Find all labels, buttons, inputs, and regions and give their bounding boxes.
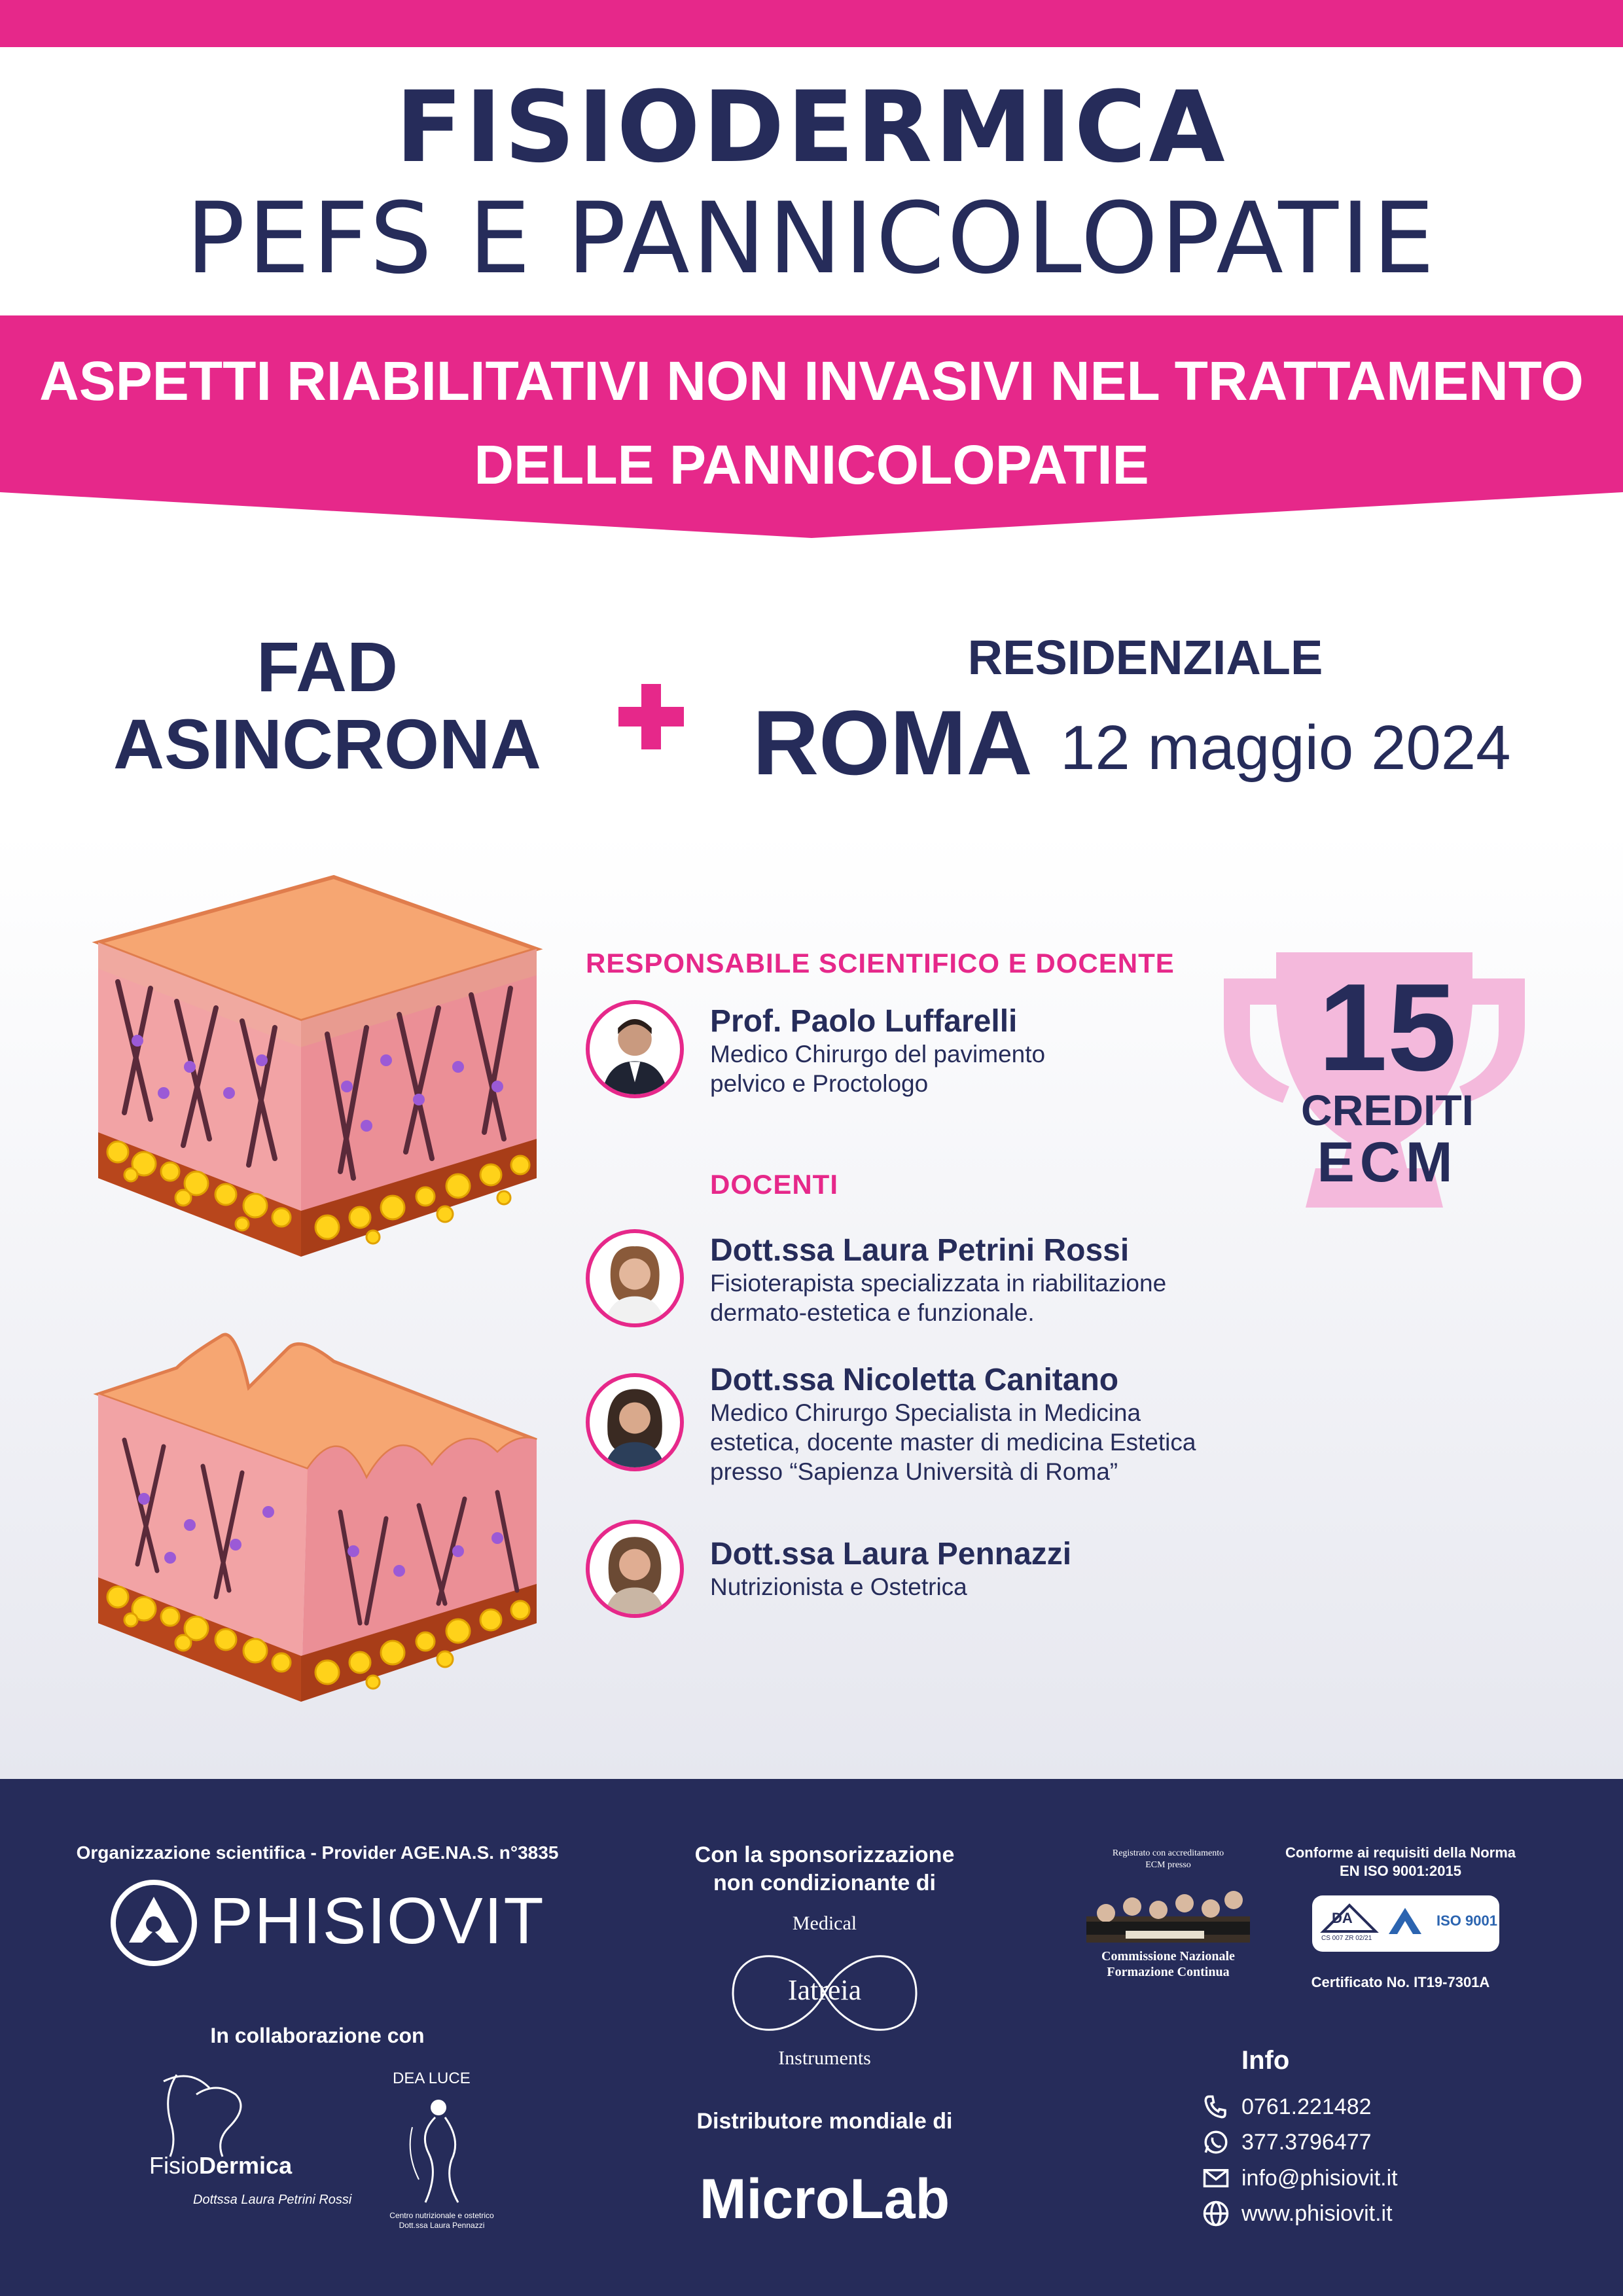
teacher-desc-line3: presso “Sapienza Università di Roma” — [710, 1458, 1118, 1485]
fisiodermica-logo-bold: Dermica — [199, 2152, 293, 2179]
cnfc-line1: Commissione Nazionale — [1101, 1949, 1235, 1964]
person-photo-icon — [590, 1233, 680, 1323]
responsible-name: Prof. Paolo Luffarelli — [710, 1004, 1018, 1039]
responsible-desc-line1: Medico Chirurgo del pavimento — [710, 1041, 1046, 1067]
residential-label: RESIDENZIALE — [967, 630, 1323, 685]
ecm-label: ECM — [1317, 1131, 1458, 1194]
email-icon — [1202, 2164, 1230, 2192]
fisiodermica-logo — [149, 2152, 292, 2179]
accredia-logo-icon — [1385, 1905, 1425, 1937]
teacher-desc-line1: Nutrizionista e Ostetrica — [710, 1573, 967, 1600]
avatar-luffarelli — [586, 1000, 684, 1098]
whatsapp-number[interactable]: 377.3796477 — [1241, 2130, 1372, 2155]
asincrona-label: ASINCRONA — [113, 704, 541, 783]
teacher-desc-line2: dermato-estetica e funzionale. — [710, 1299, 1035, 1326]
subtitle-line2: DELLE PANNICOLOPATIE — [474, 434, 1149, 495]
subtitle-line1: ASPETTI RIABILITATIVI NON INVASIVI NEL TRATTAMENTO — [39, 350, 1584, 412]
phone-number[interactable]: 0761.221482 — [1241, 2094, 1372, 2119]
healthy-skin-illustration — [92, 870, 550, 1263]
cnfc-painting-icon — [1086, 1877, 1250, 1943]
sponsor-line2: non condizionante di — [713, 1871, 936, 1895]
teacher-name: Dott.ssa Nicoletta Canitano — [710, 1363, 1119, 1397]
fad-label: FAD — [257, 627, 398, 706]
plus-icon — [615, 681, 687, 753]
fisiodermica-logo-light: Fisio — [149, 2152, 200, 2179]
responsible-section-label: RESPONSABILE SCIENTIFICO E DOCENTE — [586, 948, 1175, 978]
info-title: Info — [1241, 2046, 1290, 2075]
globe-icon — [1202, 2200, 1230, 2227]
iso-line1: Conforme ai requisiti della Norma — [1285, 1844, 1516, 1861]
teacher-desc-line1: Medico Chirurgo Specialista in Medicina — [710, 1399, 1141, 1426]
iatreia-bottom: Instruments — [778, 2047, 871, 2069]
iso-da-text: DA — [1332, 1910, 1353, 1926]
person-photo-icon — [590, 1524, 680, 1614]
website-link[interactable]: www.phisiovit.it — [1241, 2201, 1393, 2226]
avatar-petrini-rossi — [586, 1229, 684, 1327]
dealuce-caption1: Centro nutrizionale e ostetrico — [389, 2211, 494, 2220]
organization-label: Organizzazione scientifica - Provider AGE.NA.S. n°3835 — [76, 1842, 559, 1863]
iso-line2: EN ISO 9001:2015 — [1340, 1863, 1461, 1879]
dealuce-logo-text: DEA LUCE — [393, 2070, 471, 2087]
teacher-name: Dott.ssa Laura Petrini Rossi — [710, 1233, 1130, 1268]
event-date: 12 maggio 2024 — [1060, 713, 1511, 783]
teacher-desc-line1: Fisioterapista specializzata in riabilitazione — [710, 1270, 1167, 1297]
ecm-registered-line1: Registrato con accreditamento — [1112, 1848, 1224, 1858]
ecm-registered-line2: ECM presso — [1145, 1860, 1191, 1870]
fisiodermica-signature: Dottssa Laura Petrini Rossi — [193, 2193, 352, 2207]
fisiodermica-figure-icon — [151, 2068, 268, 2160]
distributor-label: Distributore mondiale di — [696, 2109, 953, 2134]
whatsapp-icon — [1202, 2128, 1230, 2156]
responsible-desc-line2: pelvico e Proctologo — [710, 1070, 929, 1097]
phisiovit-logo-icon — [108, 1877, 200, 1969]
avatar-canitano — [586, 1373, 684, 1471]
iso-badge — [1312, 1895, 1499, 1952]
email-link[interactable]: info@phisiovit.it — [1241, 2166, 1398, 2191]
main-title: FISIODERMICA — [395, 71, 1228, 185]
phone-icon — [1202, 2093, 1230, 2121]
avatar-pennazzi — [586, 1520, 684, 1618]
teacher-name: Dott.ssa Laura Pennazzi — [710, 1537, 1072, 1571]
person-photo-icon — [590, 1004, 680, 1094]
microlab-logo: MicroLab — [699, 2168, 950, 2231]
collaboration-label: In collaborazione con — [210, 2024, 425, 2047]
iso-small-text: CS 007 ZR 02/21 — [1321, 1935, 1372, 1942]
cellulite-skin-illustration — [92, 1316, 550, 1708]
teachers-section-label: DOCENTI — [710, 1169, 838, 1200]
main-title-line2: PEFS E PANNICOLOPATIE — [186, 182, 1437, 296]
phisiovit-logo-text: PHISIOVIT — [209, 1884, 545, 1958]
person-photo-icon — [590, 1377, 680, 1467]
dealuce-caption2: Dott.ssa Laura Pennazzi — [399, 2221, 485, 2230]
iso-9001-text: ISO 9001 — [1436, 1912, 1497, 1929]
dealuce-figure-icon — [399, 2088, 484, 2206]
ecm-credits-number: 15 — [1318, 958, 1457, 1097]
city-label: ROMA — [753, 691, 1033, 794]
iatreia-top: Medical — [792, 1912, 857, 1934]
sponsor-line1: Con la sponsorizzazione — [694, 1842, 955, 1867]
cnfc-line2: Formazione Continua — [1107, 1965, 1230, 1979]
ecm-crediti-label: CREDITI — [1301, 1086, 1474, 1134]
iatreia-name: Iatreia — [787, 1974, 862, 2006]
teacher-desc-line2: estetica, docente master di medicina Estetica — [710, 1429, 1196, 1456]
top-accent-bar — [0, 0, 1623, 47]
certificate-number: Certificato No. IT19-7301A — [1311, 1974, 1490, 1990]
